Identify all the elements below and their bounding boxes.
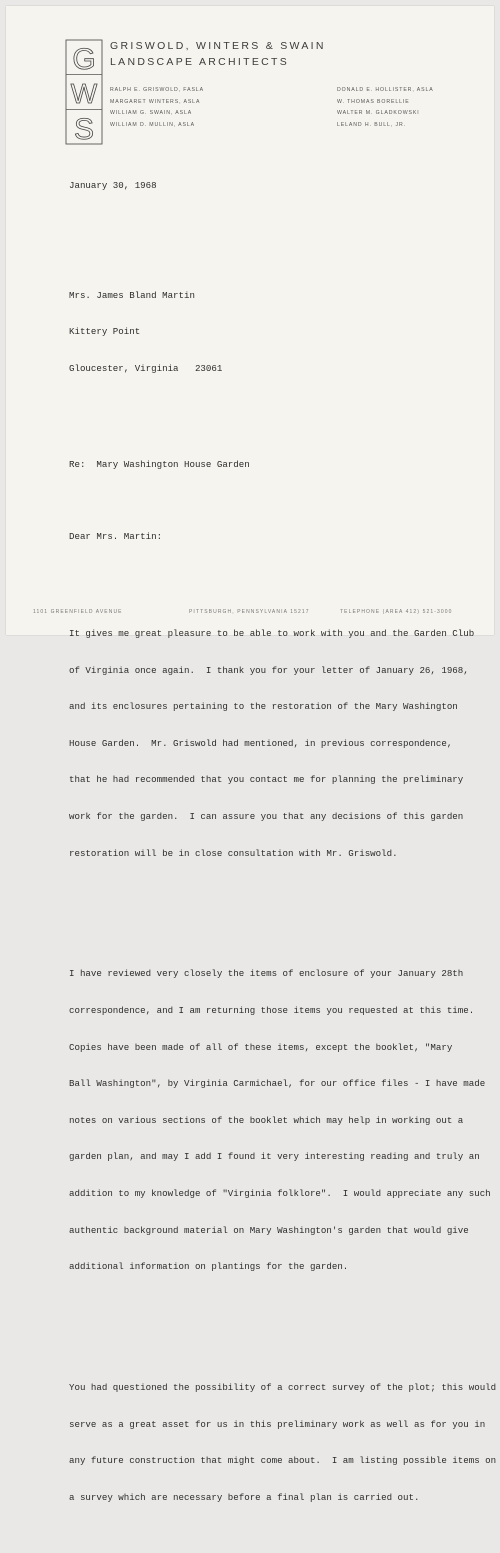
text-line: Copies have been made of all of these items, except the booklet, "Mary [69,1041,453,1053]
recipient-address [69,265,469,399]
partner-name: WALTER M. GLADKOWSKI [337,110,420,117]
salutation: Dear Mrs. Martin: [69,531,163,543]
partners-left [110,85,204,131]
partner-name: WILLIAM G. SWAIN, ASLA [110,110,193,117]
paragraph-2 [69,944,491,1298]
partner-name: W. THOMAS BORELLIE [337,98,410,105]
text-line: additional information on plantings for the garden. [69,1261,349,1273]
text-line: a survey which are necessary before a final plan is carried out. [69,1491,420,1503]
text-line: It gives me great pleasure to be able to work with you and the Garden Club [69,627,475,639]
recipient-line: Kittery Point [69,326,141,338]
monogram-letter-g: G [72,43,96,76]
letter-date: January 30, 1968 [69,180,157,192]
paragraph-3 [69,1358,497,1529]
text-line: addition to my knowledge of "Virginia folklore". I would appreciate any such [69,1188,491,1200]
monogram-letter-s: S [73,113,95,146]
text-line: notes on various sections of the booklet which may help in working out a [69,1114,464,1126]
text-line: that he had recommended that you contact me for planning the preliminary [69,774,464,786]
text-line: and its enclosures pertaining to the restoration of the Mary Washington [69,701,458,713]
firm-name: GRISWOLD, WINTERS & SWAIN [110,40,326,52]
text-line: of Virginia once again. I thank you for your letter of January 26, 1968, [69,664,469,676]
letter-body [69,156,497,1553]
text-line: authentic background material on Mary Washington's garden that would give [69,1224,469,1236]
text-line: correspondence, and I am returning those items you requested at this time. [69,1005,475,1016]
letter-page [6,6,497,1503]
monogram-letter-w: W [70,78,98,109]
text-line: garden plan, and may I add I found it very interesting reading and truly an [69,1151,480,1163]
firm-type: LANDSCAPE ARCHITECTS [110,56,290,68]
subject-line: Re: Mary Washington House Garden [69,459,250,471]
partner-name: LELAND H. BULL, JR. [337,121,406,128]
text-line: Ball Washington", by Virginia Carmichael, for our office files - I have made [69,1078,486,1090]
text-line: serve as a great asset for us in this preliminary work as well as for you in [69,1418,486,1430]
paragraph-1 [69,604,475,885]
text-line: House Garden. Mr. Griswold had mentioned, in previous correspondence, [69,737,453,749]
recipient-line: Mrs. James Bland Martin [69,289,195,301]
footer-address: 1101 GREENFIELD AVENUE [33,609,123,615]
text-line: work for the garden. I can assure you that any decisions of this garden [69,810,464,822]
text-line: any future construction that might come about. I am listing possible items on [69,1455,497,1467]
partner-name: RALPH E. GRISWOLD, FASLA [110,87,204,93]
text-line: restoration will be in close consultation with Mr. Griswold. [69,847,398,859]
footer-city: PITTSBURGH, PENNSYLVANIA 15217 [189,609,310,615]
recipient-line: Gloucester, Virginia 23061 [69,363,223,375]
partner-name: MARGARET WINTERS, ASLA [110,98,201,105]
text-line: You had questioned the possibility of a correct survey of the plot; this would [69,1382,497,1394]
gws-monogram-logo [65,39,103,145]
partner-name: DONALD E. HOLLISTER, ASLA [337,87,434,93]
partner-name: WILLIAM D. MULLIN, ASLA [110,121,195,128]
partners-right [337,85,434,131]
text-line: I have reviewed very closely the items of enclosure of your January 28th [69,968,464,980]
footer-telephone: TELEPHONE (AREA 412) 521-3000 [340,609,453,615]
